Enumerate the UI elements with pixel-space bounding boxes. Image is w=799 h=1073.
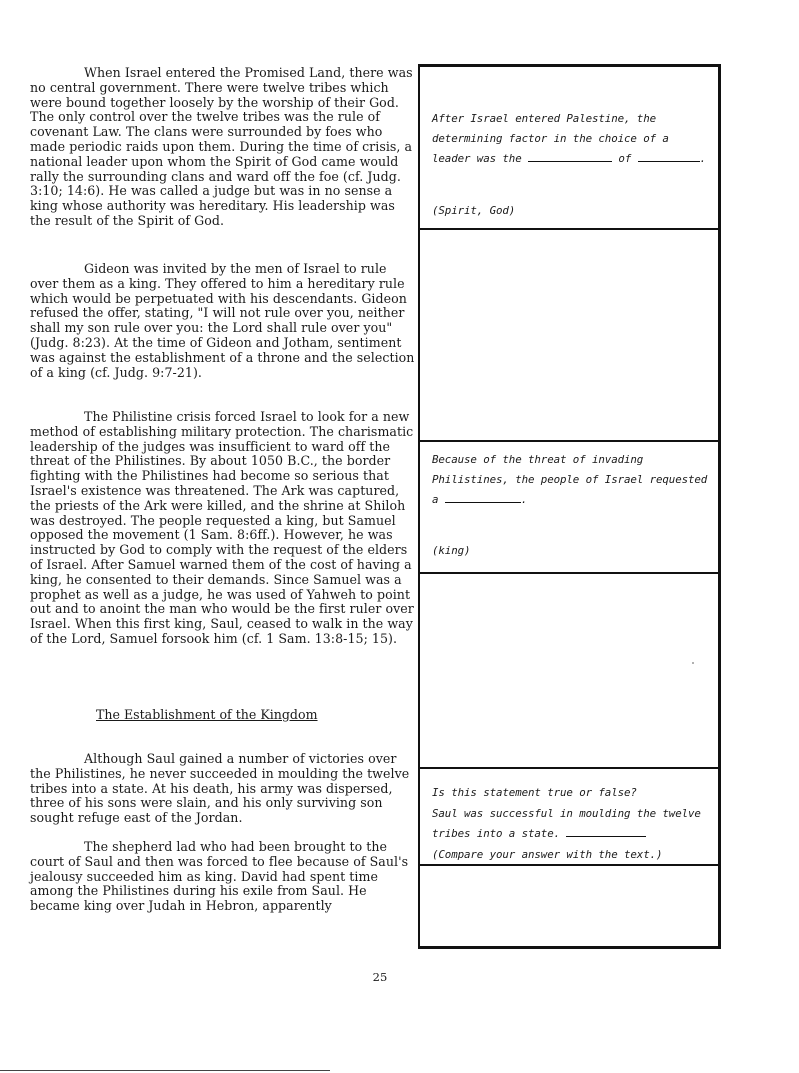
frame-3-line-2: Philistines, the people of Israel requested (432, 473, 708, 486)
frame-3-answer: (king) (432, 544, 471, 557)
frame-5-line-3-text: tribes into a state. (432, 827, 561, 840)
frame-4-blank (420, 574, 718, 769)
frame-1-line-3 (432, 149, 712, 169)
frame-5-line-4: (Compare your answer with the text.) (432, 847, 663, 861)
frame-5-line-1: Is this statement true or false? (432, 786, 637, 799)
frame-5-line-2: Saul was successful in moulding the twelve (432, 806, 701, 820)
frame-6-blank (420, 866, 718, 946)
paragraph-promised-land: When Israel entered the Promised Land, there was no central government. There were twelve tribes which were bound together loosely by the worship of their God. The only control over the twelve tribes was the rule of covenant Law. The clans were surrounded by foes who made periodic raids upon them. During the time of crisis, a national leader upon whom the Spirit of God came would rally the surrounding clans and ward off the foe (cf. Judg. 3:10; 14:6). He was called a judge but was in no sense a king whose authority was hereditary. His leadership was the result of the Spirit of God. (30, 65, 413, 228)
frame-5-question (432, 783, 712, 865)
frame-3 (420, 442, 718, 574)
page-number: 25 (372, 970, 388, 984)
frame-5-line-3 (432, 824, 712, 845)
answer-blank-2[interactable] (638, 150, 700, 162)
programmed-frames-column (418, 64, 721, 949)
frame-1-line-3-c: . (699, 152, 707, 165)
section-heading: The Establishment of the Kingdom (96, 707, 318, 722)
frame-1-line-2: determining factor in the choice of a (432, 132, 669, 145)
frame-1-line-3-a: leader was the (432, 152, 522, 165)
scan-speck (692, 662, 694, 664)
frame-3-line-3-a: a (432, 493, 439, 506)
paragraph-philistine-crisis: The Philistine crisis forced Israel to look for a new method of establishing military protection. The charismatic leadership of the judges was insufficient to ward off the threat of the Philistines. By about 1050 B.C., the border fighting with the Philistines had become so serious that Israel's existence was threatened. The Ark was captured, the priests of the Ark were killed, and the shrine at Shiloh was destroyed. The people requested a king, but Samuel opposed the movement (1 Sam. 8:6ff.). However, he was instructed by God to comply with the request of the elders of Israel. After Samuel warned them of the cost of having a king, he consented to their demands. Since Samuel was a prophet as well as a judge, he was used of Yahweh to point out and to anoint the man who would be the first ruler over Israel. When this first king, Saul, ceased to walk in the way of the Lord, Samuel forsook him (cf. 1 Sam. 13:8-15; 15). (30, 409, 414, 646)
frame-2-blank (420, 230, 718, 442)
bottom-rule (0, 1070, 330, 1071)
frame-5 (420, 769, 718, 866)
frame-3-line-1: Because of the threat of invading (432, 453, 644, 466)
frame-3-line-3-b: . (520, 493, 528, 506)
answer-blank-1[interactable] (528, 150, 612, 162)
frame-1 (420, 67, 718, 230)
answer-blank-3[interactable] (445, 491, 521, 503)
answer-blank-4[interactable] (566, 825, 646, 837)
paragraph-saul: Although Saul gained a number of victories over the Philistines, he never succeeded in moulding the twelve tribes into a state. At his death, his army was dispersed, three of his sons were slain, and his only surviving son sought refuge east of the Jordan. (30, 751, 410, 826)
paragraph-gideon: Gideon was invited by the men of Israel to rule over them as a king. They offered to him a hereditary rule which would be perpetuated with his descendants. Gideon refused the offer, stating, "I will not rule over you, neither shall my son rule over you: the Lord shall rule over you" (Judg. 8:23). At the time of Gideon and Jotham, sentiment was against the establishment of a throne and the selection of a king (cf. Judg. 9:7-21). (30, 261, 415, 380)
frame-1-answer: (Spirit, God) (432, 204, 516, 217)
frame-1-line-3-b: of (618, 152, 632, 165)
frame-3-line-3 (432, 490, 712, 510)
frame-1-question (432, 109, 712, 169)
paragraph-david: The shepherd lad who had been brought to the court of Saul and then was forced to flee because of Saul's jealousy succeeded him as king. David had spent time among the Philistines during his exile from Saul. He became king over Judah in Hebron, apparently (30, 839, 409, 914)
frame-1-line-1: After Israel entered Palestine, the (432, 112, 657, 125)
frame-3-question (432, 450, 712, 510)
